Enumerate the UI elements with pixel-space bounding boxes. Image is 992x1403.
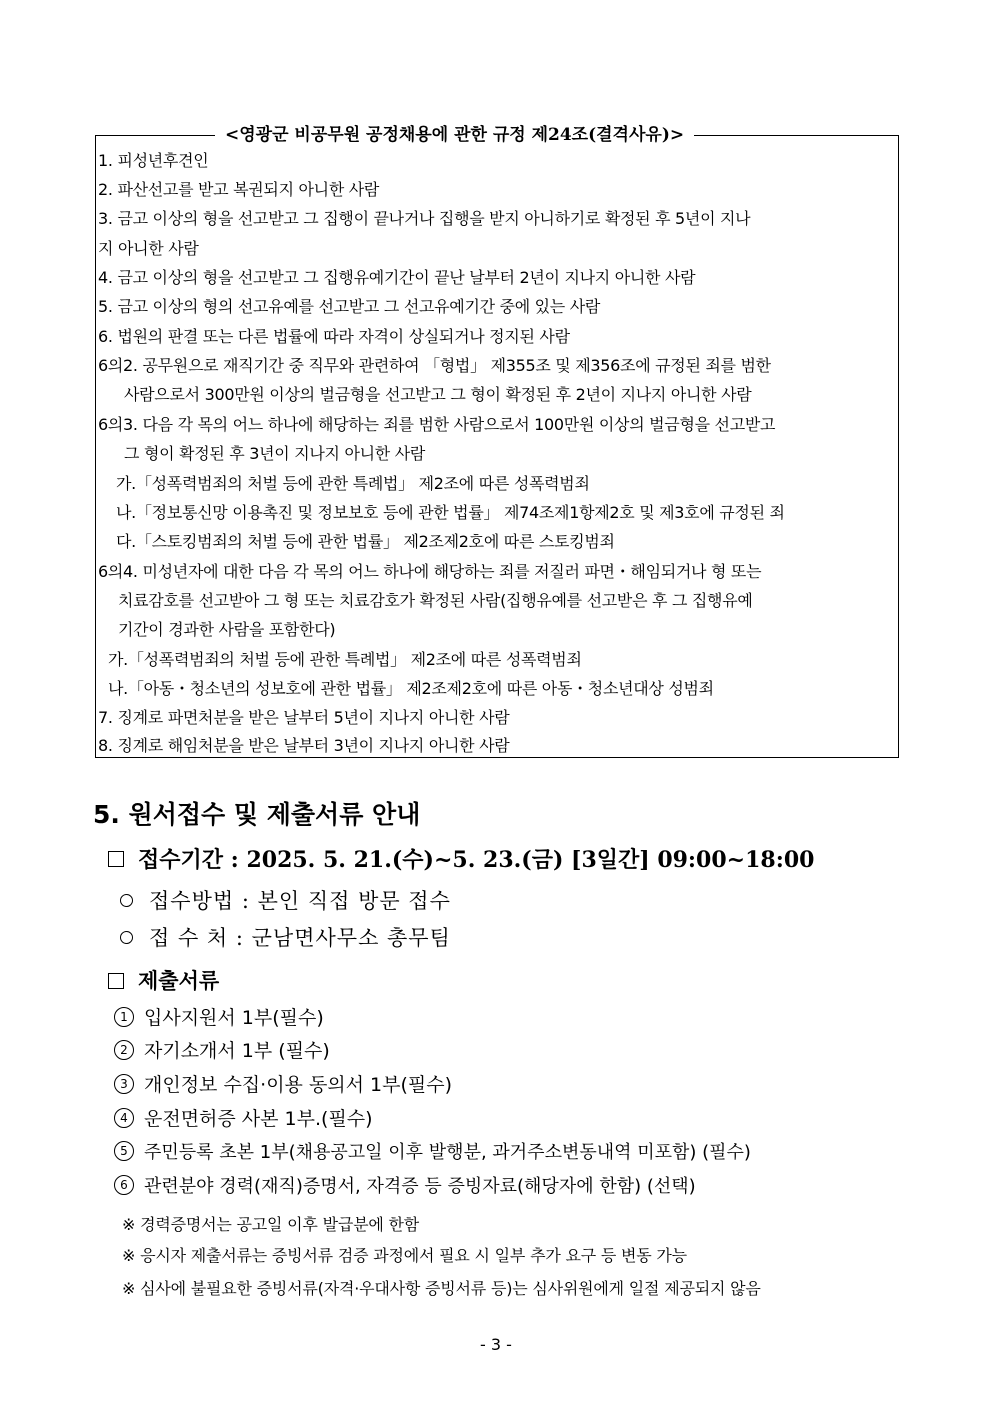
document-text: 관련분야 경력(재직)증명서, 자격증 등 증빙자료(해당자에 한함) (선택) — [144, 1176, 696, 1197]
document-text: 입사지원서 1부(필수) — [144, 1007, 324, 1029]
application-period — [108, 842, 814, 878]
document-item — [114, 1069, 452, 1101]
dq-line: 다.「스토킹범죄의 처벌 등에 관한 법률」 제2조제2호에 따른 스토킹범죄 — [116, 532, 615, 551]
document-item — [114, 1035, 330, 1067]
disqualification-title: <영광군 비공무원 공정채용에 관한 규정 제24조(결격사유)> — [215, 120, 694, 150]
document-number: 6 — [114, 1175, 134, 1195]
dq-line: 나.「정보통신망 이용촉진 및 정보보호 등에 관한 법률」 제74조제1항제2호 및 제3호에 규정된 죄 — [116, 503, 785, 522]
dq-line: 6의3. 다음 각 목의 어느 하나에 해당하는 죄를 범한 사람으로서 100만원 이상의 벌금형을 선고받고 — [98, 415, 776, 434]
application-method-text: 접수방법 : 본인 직접 방문 접수 — [149, 889, 451, 913]
circle-bullet-icon — [120, 931, 133, 944]
document-text: 주민등록 초본 1부(채용공고일 이후 발행분, 과거주소변동내역 미포함) (필수) — [144, 1142, 751, 1163]
square-bullet-icon — [108, 851, 124, 867]
document-number: 5 — [114, 1141, 134, 1161]
document-number: 3 — [114, 1074, 134, 1094]
application-period-text: 접수기간 : 2025. 5. 21.(수)~5. 23.(금) [3일간] 09:00~18:00 — [138, 847, 815, 873]
dq-line: 8. 징계로 해임처분을 받은 날부터 3년이 지나지 아니한 사람 — [98, 736, 510, 755]
dq-line: 기간이 경과한 사람을 포함한다) — [118, 620, 336, 639]
dq-line: 6의2. 공무원으로 재직기간 중 직무와 관련하여 「형법」 제355조 및 제356조에 규정된 죄를 범한 — [98, 356, 771, 375]
page-number: - 3 - — [480, 1335, 512, 1354]
dq-line: 가.「성폭력범죄의 처벌 등에 관한 특례법」 제2조에 따른 성폭력범죄 — [108, 650, 582, 669]
dq-line: 가.「성폭력범죄의 처벌 등에 관한 특례법」 제2조에 따른 성폭력범죄 — [116, 474, 590, 493]
application-place-text: 접 수 처 : 군남면사무소 총무팀 — [149, 926, 451, 950]
square-bullet-icon — [108, 973, 124, 989]
dq-line: 치료감호를 선고받아 그 형 또는 치료감호가 확정된 사람(집행유예를 선고받은 후 그 집행유예 — [118, 591, 753, 610]
document-item — [114, 1171, 696, 1203]
document-number: 1 — [114, 1007, 134, 1027]
dq-line: 1. 피성년후견인 — [98, 151, 209, 170]
note-line: ※ 심사에 불필요한 증빙서류(자격·우대사항 증빙서류 등)는 심사위원에게 일절 제공되지 않음 — [122, 1279, 761, 1298]
dq-line: 2. 파산선고를 받고 복권되지 아니한 사람 — [98, 180, 380, 199]
document-number: 2 — [114, 1040, 134, 1060]
note-line: ※ 경력증명서는 공고일 이후 발급분에 한함 — [122, 1215, 419, 1234]
section-title: 5. 원서접수 및 제출서류 안내 — [93, 800, 421, 829]
document-text: 개인정보 수집·이용 동의서 1부(필수) — [144, 1074, 453, 1096]
dq-line: 6. 법원의 판결 또는 다른 법률에 따라 자격이 상실되거나 정지된 사람 — [98, 327, 570, 346]
dq-line: 7. 징계로 파면처분을 받은 날부터 5년이 지나지 아니한 사람 — [98, 708, 510, 727]
document-item — [114, 1002, 324, 1034]
dq-line: 나.「아동・청소년의 성보호에 관한 법률」 제2조제2호에 따른 아동・청소년대상 성범죄 — [108, 679, 714, 698]
document-item — [114, 1103, 373, 1135]
dq-line: 지 아니한 사람 — [98, 239, 199, 258]
dq-line: 6의4. 미성년자에 대한 다음 각 목의 어느 하나에 해당하는 죄를 저질러 파면・해임되거나 형 또는 — [98, 562, 762, 581]
documents-heading-text: 제출서류 — [138, 968, 220, 993]
dq-line: 그 형이 확정된 후 3년이 지나지 아니한 사람 — [124, 444, 426, 463]
dq-line: 5. 금고 이상의 형의 선고유예를 선고받고 그 선고유예기간 중에 있는 사람 — [98, 297, 601, 316]
document-text: 자기소개서 1부 (필수) — [144, 1040, 330, 1062]
document-number: 4 — [114, 1108, 134, 1128]
dq-line: 4. 금고 이상의 형을 선고받고 그 집행유예기간이 끝난 날부터 2년이 지나지 아니한 사람 — [98, 268, 696, 287]
note-line: ※ 응시자 제출서류는 증빙서류 검증 과정에서 필요 시 일부 추가 요구 등 변동 가능 — [122, 1246, 687, 1265]
dq-line: 사람으로서 300만원 이상의 벌금형을 선고받고 그 형이 확정된 후 2년이 지나지 아니한 사람 — [124, 385, 752, 404]
circle-bullet-icon — [120, 894, 133, 907]
dq-line: 3. 금고 이상의 형을 선고받고 그 집행이 끝나거나 집행을 받지 아니하기로 확정된 후 5년이 지나 — [98, 209, 751, 228]
application-method — [120, 883, 451, 919]
document-text: 운전면허증 사본 1부.(필수) — [144, 1108, 373, 1130]
document-item — [114, 1137, 751, 1169]
application-place — [120, 920, 451, 956]
documents-heading — [108, 963, 219, 999]
